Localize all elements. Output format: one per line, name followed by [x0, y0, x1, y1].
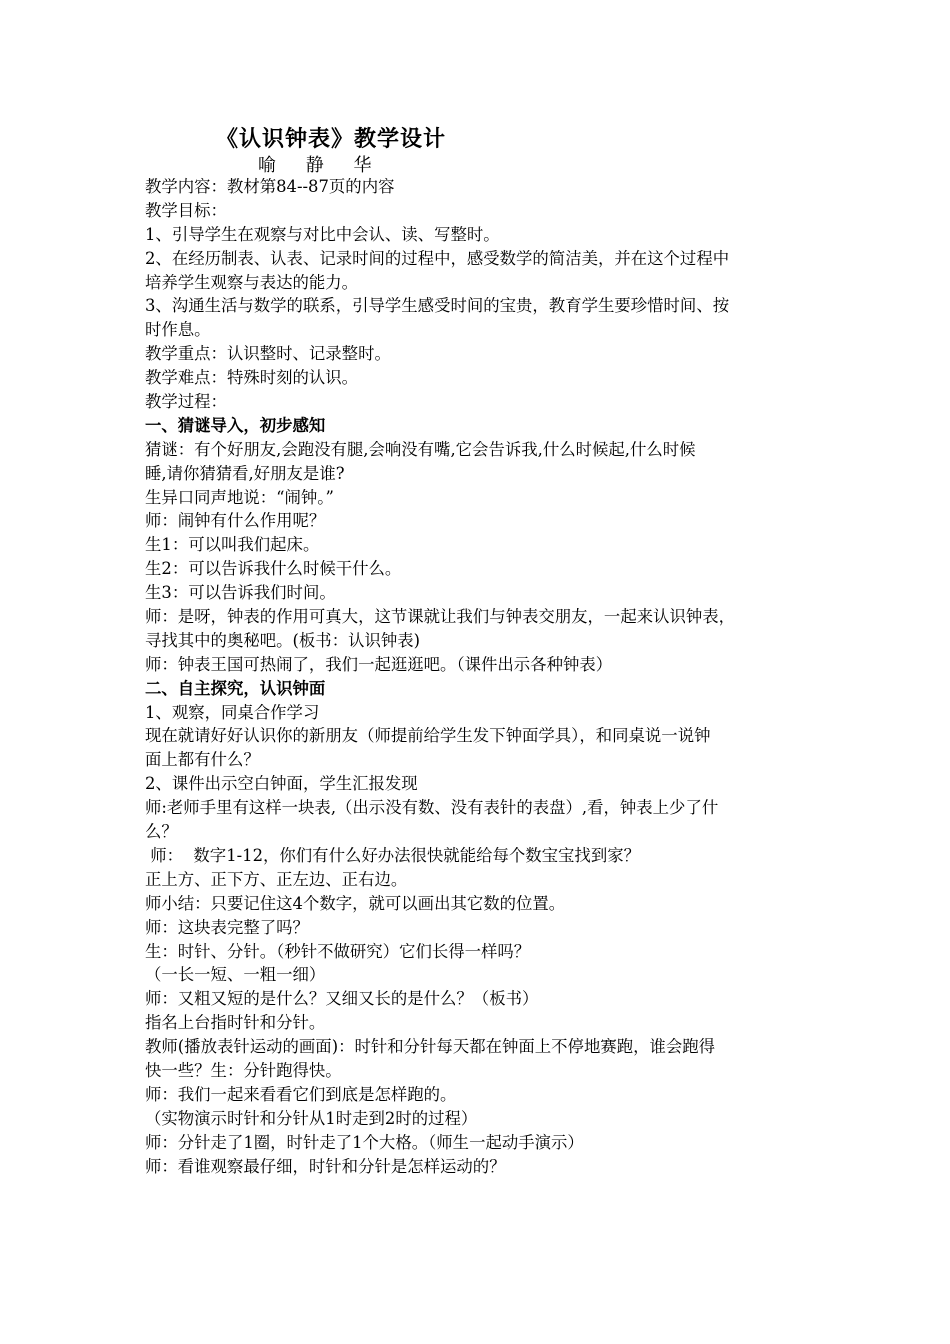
text-line: 培养学生观察与表达的能力。 [145, 272, 359, 292]
text-line: 师：这块表完整了吗？ [145, 917, 309, 937]
section-heading: 二、自主探究，认识钟面 [145, 678, 326, 698]
text-line: 生3：可以告诉我们时间。 [145, 583, 336, 603]
text-line: 师： 数字1-12，你们有什么好办法很快就能给每个数宝宝找到家？ [145, 845, 640, 865]
text-line: 教师(播放表针运动的画面)：时针和分针每天都在钟面上不停地赛跑，谁会跑得 [145, 1037, 716, 1057]
author-name: 喻 静 华 [258, 155, 384, 176]
text-line: 现在就请好好认识你的新朋友（师提前给学生发下钟面学具），和同桌说一说钟 [145, 726, 711, 746]
section-heading: 一、猜谜导入，初步感知 [145, 415, 326, 435]
text-line: 师：我们一起来看看它们到底是怎样跑的。 [145, 1084, 457, 1104]
text-line: 师：钟表王国可热闹了，我们一起逛逛吧。（课件出示各种钟表） [145, 654, 613, 674]
text-line: 2、在经历制表、认表、记录时间的过程中，感受数学的简洁美，并在这个过程中 [145, 248, 730, 268]
text-line: 寻找其中的奥秘吧。(板书：认识钟表) [145, 630, 421, 650]
text-line: 师小结：只要记住这4个数字，就可以画出其它数的位置。 [145, 893, 566, 913]
text-line: 面上都有什么？ [145, 750, 260, 770]
text-line: 师：看谁观察最仔细，时针和分针是怎样运动的？ [145, 1156, 506, 1176]
text-line: 教学内容：教材第84--87页的内容 [145, 177, 395, 196]
text-line: 教学重点：认识整时、记录整时。 [145, 344, 391, 364]
text-line: 师：是呀，钟表的作用可真大，这节课就让我们与钟表交朋友，一起来认识钟表， [145, 607, 736, 627]
text-line: 师：分针走了1圈，时针走了1个大格。（师生一起动手演示） [145, 1132, 584, 1152]
text-line: 生：时针、分针。（秒针不做研究）它们长得一样吗？ [145, 941, 531, 961]
text-line: 生1：可以叫我们起床。 [145, 535, 320, 555]
text-line: 师:老师手里有这样一块表,（出示没有数、没有表针的表盘）,看，钟表上少了什 [145, 798, 719, 818]
text-line: 师：闹钟有什么作用呢？ [145, 511, 326, 531]
text-line: 快一些？生：分针跑得快。 [145, 1060, 342, 1080]
text-line: 生异口同声地说：“闹钟。” [145, 487, 334, 507]
text-line: 么？ [145, 822, 178, 842]
document-body [145, 175, 815, 1178]
text-line: （实物演示时针和分针从1时走到2时的过程） [145, 1108, 478, 1128]
text-line: 1、引导学生在观察与对比中会认、读、写整时。 [145, 224, 500, 244]
text-line: 2、课件出示空白钟面，学生汇报发现 [145, 774, 418, 794]
text-line: 教学过程： [145, 392, 227, 412]
text-line: 师：又粗又短的是什么？又细又长的是什么？（板书） [145, 989, 539, 1009]
text-line: （一长一短、一粗一细） [145, 965, 326, 985]
text-line: 时作息。 [145, 320, 211, 340]
text-line: 3、沟通生活与数学的联系，引导学生感受时间的宝贵，教育学生要珍惜时间、按 [145, 296, 730, 316]
text-line: 教学难点：特殊时刻的认识。 [145, 368, 359, 388]
text-line: 教学目标： [145, 200, 227, 220]
text-line: 生2：可以告诉我什么时候干什么。 [145, 559, 402, 579]
text-line: 正上方、正下方、正左边、正右边。 [145, 869, 408, 889]
text-line: 指名上台指时针和分针。 [145, 1013, 326, 1033]
text-line: 1、观察，同桌合作学习 [145, 702, 320, 722]
text-line: 猜谜：有个好朋友,会跑没有腿,会响没有嘴,它会告诉我,什么时候起,什么时候 [145, 439, 696, 459]
document-title: 《认识钟表》教学设计 [216, 126, 447, 152]
text-line: 睡,请你猜猜看,好朋友是谁? [145, 463, 345, 483]
